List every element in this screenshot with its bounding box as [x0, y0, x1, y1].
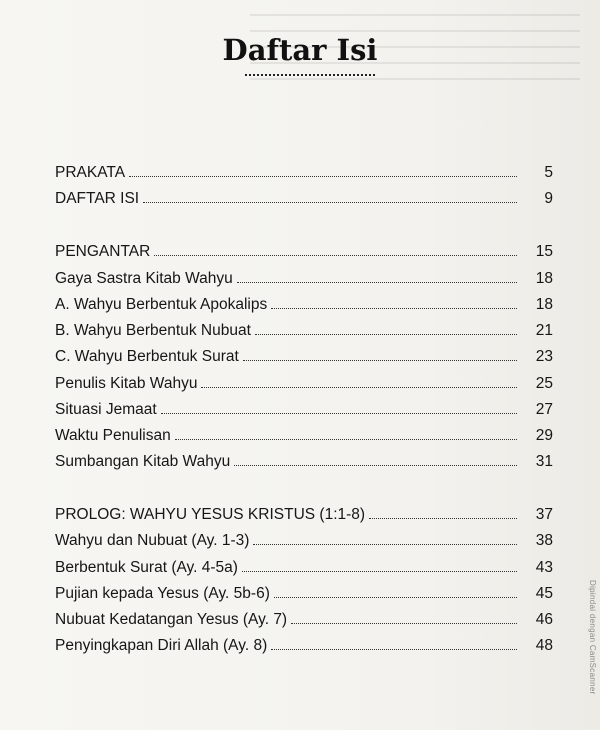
- dot-leader: [234, 465, 517, 466]
- toc-entry-label: Penulis Kitab Wahyu: [55, 375, 198, 392]
- toc-entry: [55, 369, 553, 393]
- dot-leader: [291, 623, 517, 624]
- toc-entry-page: 27: [535, 401, 553, 418]
- dot-leader: [175, 439, 517, 440]
- dot-leader: [161, 413, 517, 414]
- toc-entry-page: 21: [535, 322, 553, 339]
- toc-entry-page: 18: [535, 270, 553, 287]
- toc-entry-label: PROLOG: WAHYU YESUS KRISTUS (1:1-8): [55, 506, 366, 523]
- toc-entry: [55, 264, 553, 288]
- toc-entry: [55, 395, 553, 419]
- toc-entry-label: Gaya Sastra Kitab Wahyu: [55, 270, 233, 287]
- toc-entry: [55, 579, 553, 603]
- toc-entry-page: 25: [535, 375, 553, 392]
- toc-entry-page: 31: [535, 453, 553, 470]
- toc-entry-page: 9: [544, 190, 553, 207]
- toc-entry-label: Situasi Jemaat: [55, 401, 157, 418]
- toc-entry-prolog: [55, 500, 553, 524]
- dot-leader: [129, 176, 517, 177]
- toc-entry: [55, 526, 553, 550]
- toc-entry-pengantar: [55, 237, 553, 261]
- toc-entry: [55, 631, 553, 655]
- toc-entry: [55, 447, 553, 471]
- toc-entry-page: 18: [535, 296, 553, 313]
- toc-entry: [55, 605, 553, 629]
- toc-entry-daftar-isi: [55, 184, 553, 208]
- toc-entry-page: 15: [535, 243, 553, 260]
- toc-entry-label: Nubuat Kedatangan Yesus (Ay. 7): [55, 611, 288, 628]
- toc-entry-prakata: [55, 158, 553, 182]
- dot-leader: [255, 334, 517, 335]
- toc-entry-page: 23: [535, 348, 553, 365]
- toc-entry-label: Berbentuk Surat (Ay. 4-5a): [55, 559, 238, 576]
- toc-entry-label: Penyingkapan Diri Allah (Ay. 8): [55, 637, 268, 654]
- toc-entry-label: Wahyu dan Nubuat (Ay. 1-3): [55, 532, 250, 549]
- toc-entry: [55, 553, 553, 577]
- toc-entry-page: 46: [535, 611, 553, 628]
- page-title: Daftar Isi: [222, 33, 378, 67]
- toc-entry-label: Sumbangan Kitab Wahyu: [55, 453, 231, 470]
- toc-entry: [55, 342, 553, 366]
- dot-leader: [242, 571, 517, 572]
- toc-entry-page: 38: [535, 532, 553, 549]
- toc-entry-label: DAFTAR ISI: [55, 190, 140, 207]
- toc-entry-label: Waktu Penulisan: [55, 427, 171, 444]
- toc-entry-label: B. Wahyu Berbentuk Nubuat: [55, 322, 251, 339]
- dot-leader: [243, 360, 517, 361]
- dot-leader: [143, 202, 517, 203]
- dot-leader: [201, 387, 517, 388]
- dot-leader: [274, 597, 517, 598]
- dot-leader: [271, 308, 517, 309]
- dot-leader: [369, 518, 517, 519]
- dot-leader: [237, 282, 517, 283]
- scanner-watermark: Dipindai dengan CamScanner: [588, 580, 597, 695]
- toc-entry-label: Pujian kepada Yesus (Ay. 5b-6): [55, 585, 270, 602]
- dot-leader: [271, 649, 517, 650]
- toc-entry: [55, 290, 553, 314]
- toc-entry-page: 37: [535, 506, 553, 523]
- toc-entry-page: 43: [535, 559, 553, 576]
- toc-entry-page: 48: [535, 637, 553, 654]
- toc-entry-label: A. Wahyu Berbentuk Apokalips: [55, 296, 268, 313]
- toc-entry-page: 45: [535, 585, 553, 602]
- dot-leader: [253, 544, 517, 545]
- toc-entry-page: 5: [544, 164, 553, 181]
- toc-entry-page: 29: [535, 427, 553, 444]
- dot-leader: [154, 255, 517, 256]
- toc-entry-label: PRAKATA: [55, 164, 126, 181]
- toc-entry-label: PENGANTAR: [55, 243, 151, 260]
- toc-entry-label: C. Wahyu Berbentuk Surat: [55, 348, 239, 365]
- toc-entry: [55, 421, 553, 445]
- toc-entry: [55, 316, 553, 340]
